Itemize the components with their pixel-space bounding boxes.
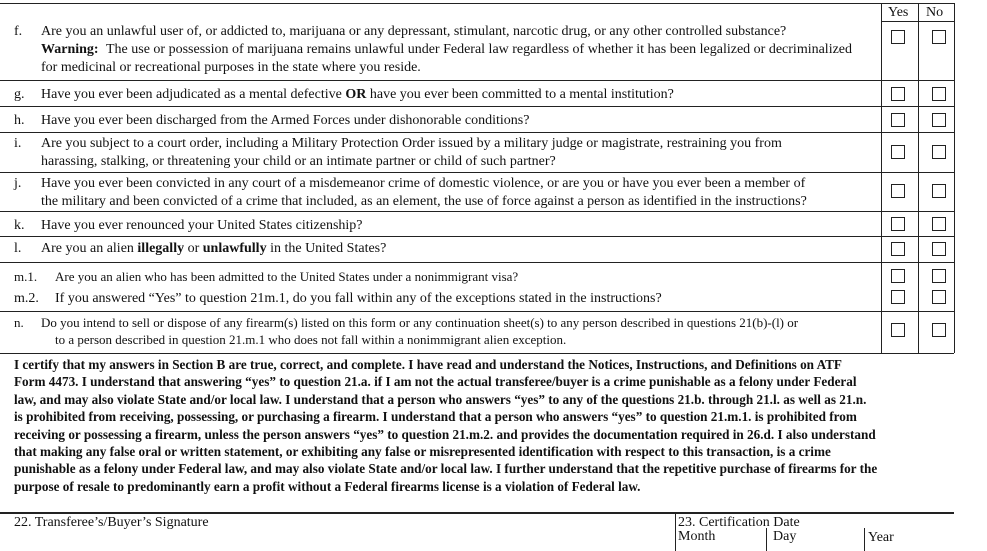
checkbox-h-no[interactable] <box>932 113 946 127</box>
certification-line: I certify that my answers in Section B are true, correct, and complete. I have read and understand the Notices, Instructions, and Definitions on ATF <box>14 357 842 372</box>
table-right-border <box>954 3 955 353</box>
checkbox-n-yes[interactable] <box>891 323 905 337</box>
row-divider <box>0 132 954 133</box>
row-divider <box>0 311 954 312</box>
row-divider <box>0 106 954 107</box>
question-label: l. <box>14 241 22 256</box>
warning-label: Warning: <box>41 42 99 57</box>
header-bottom-border <box>881 21 954 22</box>
question-label: f. <box>14 24 23 39</box>
certification-line: that making any false oral or written statement, or exhibiting any false or misrepresented identification with respect to this transaction, is a crime <box>14 444 831 460</box>
checkbox-j-no[interactable] <box>932 184 946 198</box>
checkbox-j-yes[interactable] <box>891 184 905 198</box>
checkbox-m1-no[interactable] <box>932 269 946 283</box>
day-field[interactable] <box>767 528 864 551</box>
checkbox-f-no[interactable] <box>932 30 946 44</box>
checkbox-g-no[interactable] <box>932 87 946 101</box>
year-label: Year <box>868 530 894 545</box>
question-text-emphasis: illegally <box>137 241 185 256</box>
certification-line: law, and may also violate State and/or local law. I understand that a person who answers “yes” to any of the questions 21.b. through 21.l. as well as 21.n. <box>14 391 867 407</box>
checkbox-h-yes[interactable] <box>891 113 905 127</box>
question-text: If you answered “Yes” to question 21m.1, do you fall within any of the exceptions stated in the instructions? <box>55 291 662 306</box>
checkbox-l-no[interactable] <box>932 242 946 256</box>
checkbox-m2-no[interactable] <box>932 290 946 304</box>
question-label: n. <box>14 315 24 330</box>
certification-line: purpose of resale to predominantly earn a profit without a Federal firearms license is a violation of Federal law. <box>14 478 641 494</box>
checkbox-f-yes[interactable] <box>891 30 905 44</box>
checkbox-m2-yes[interactable] <box>891 290 905 304</box>
question-text: Have you ever been convicted in any court of a misdemeanor crime of domestic violence, or are you or have you ever been a member of <box>41 176 806 191</box>
answer-column-divider <box>881 3 882 353</box>
day-label: Day <box>773 529 797 544</box>
checkbox-n-no[interactable] <box>932 323 946 337</box>
certification-line: Form 4473. I understand that answering “yes” to question 21.a. if I am not the actual transferee/buyer is a crime punishable as a felony under Federal <box>14 374 857 390</box>
question-text: Do you intend to sell or dispose of any firearm(s) listed on this form or any continuation sheet(s) to any person described in questions 21(b)-(l) or <box>41 315 799 330</box>
checkbox-g-yes[interactable] <box>891 87 905 101</box>
question-text: Are you subject to a court order, including a Military Protection Order issued by a military judge or magistrate, restraining you from <box>41 136 782 151</box>
year-field[interactable] <box>865 528 954 551</box>
question-label: j. <box>14 176 22 191</box>
certification-statement <box>14 356 974 495</box>
question-label: i. <box>14 136 22 151</box>
question-text: Have you ever been discharged from the Armed Forces under dishonorable conditions? <box>41 113 530 128</box>
question-label: k. <box>14 218 25 233</box>
certification-line: punishable as a felony under Federal law, and may also violate State and/or local law. I further understand that the repetitive purchase of firearms for the <box>14 461 878 477</box>
certification-date-label: 23. Certification Date <box>678 515 800 530</box>
question-text: Are you an alien who has been admitted to the United States under a nonimmigrant visa? <box>55 269 519 284</box>
question-text-part: in the United States? <box>266 241 387 256</box>
no-column-header: No <box>926 5 944 20</box>
question-text-emphasis: OR <box>345 87 367 102</box>
question-label: m.2. <box>14 291 39 306</box>
table-bottom-border <box>0 353 954 354</box>
table-top-border <box>0 3 954 4</box>
row-divider <box>0 80 954 81</box>
question-label: h. <box>14 113 25 128</box>
question-text-part: have you ever been committed to a mental institution? <box>366 87 674 102</box>
question-text: Are you an unlawful user of, or addicted to, marijuana or any depressant, stimulant, narcotic drug, or any other controlled substance? <box>41 24 787 39</box>
question-text-emphasis: unlawfully <box>202 241 267 256</box>
row-divider <box>0 262 954 263</box>
question-text: to a person described in question 21.m.1 who does not fall within a nonimmigrant alien exception. <box>55 332 567 347</box>
checkbox-k-yes[interactable] <box>891 217 905 231</box>
certification-line: receiving or possessing a firearm, unless the person answers “yes” to question 21.m.2. and provides the documentation required in 26.d. I also understand <box>14 426 876 442</box>
warning-text: for medicinal or recreational purposes in the state where you reside. <box>41 60 421 75</box>
row-divider <box>0 211 954 212</box>
question-label: g. <box>14 87 25 102</box>
month-label: Month <box>678 529 716 544</box>
row-divider <box>0 172 954 173</box>
yes-no-divider <box>918 3 919 353</box>
question-label: m.1. <box>14 269 38 284</box>
checkbox-i-no[interactable] <box>932 145 946 159</box>
question-text-part: Are you an alien <box>41 241 138 256</box>
warning-text: The use or possession of marijuana remains unlawful under Federal law regardless of whether it has been legalized or decriminalized <box>106 42 853 57</box>
checkbox-l-yes[interactable] <box>891 242 905 256</box>
question-text-part: Have you ever been adjudicated as a mental defective <box>41 87 346 102</box>
question-text <box>41 240 386 257</box>
certification-line: is prohibited from receiving, possessing, or purchasing a firearm. I understand that a person who answers “yes” to question 21.m.1. is prohibited from <box>14 409 857 425</box>
month-field[interactable] <box>676 528 766 551</box>
signature-field[interactable] <box>0 514 674 551</box>
question-text <box>41 86 674 103</box>
checkbox-m1-yes[interactable] <box>891 269 905 283</box>
question-text: the military and been convicted of a crime that included, as an element, the use of force against a person as identified in the instructions? <box>41 194 807 209</box>
checkbox-i-yes[interactable] <box>891 145 905 159</box>
question-text-part: or <box>184 241 203 256</box>
question-text: Have you ever renounced your United States citizenship? <box>41 218 363 233</box>
question-text: harassing, stalking, or threatening your child or an intimate partner or child of such partner? <box>41 154 556 169</box>
signature-label: 22. Transferee’s/Buyer’s Signature <box>14 515 209 530</box>
row-divider <box>0 236 954 237</box>
checkbox-k-no[interactable] <box>932 217 946 231</box>
yes-column-header: Yes <box>888 5 909 20</box>
